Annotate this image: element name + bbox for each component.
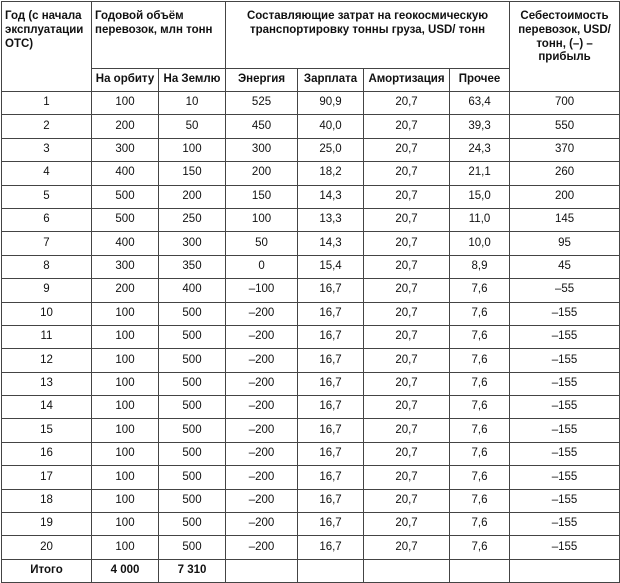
salary-cell: 16,7 [298, 513, 364, 536]
other-cell: 7,6 [450, 513, 510, 536]
year-cell: 11 [2, 325, 92, 348]
to-earth-cell: 500 [159, 466, 226, 489]
table-row [2, 372, 620, 395]
to-orbit-cell: 300 [92, 255, 159, 278]
table-body [2, 92, 620, 560]
to-earth-cell: 500 [159, 536, 226, 559]
cost-cell: –155 [510, 396, 620, 419]
cost-cell: –155 [510, 489, 620, 512]
salary-cell: 14,3 [298, 185, 364, 208]
year-cell: 8 [2, 255, 92, 278]
year-cell: 20 [2, 536, 92, 559]
to-earth-cell: 300 [159, 232, 226, 255]
cost-cell: –155 [510, 442, 620, 465]
year-cell: 17 [2, 466, 92, 489]
year-cell: 9 [2, 279, 92, 302]
amortization-cell: 20,7 [364, 489, 450, 512]
table-row [2, 325, 620, 348]
to-earth-cell: 500 [159, 349, 226, 372]
amortization-cell: 20,7 [364, 325, 450, 348]
to-orbit-cell: 100 [92, 536, 159, 559]
year-cell: 19 [2, 513, 92, 536]
total-to-orbit: 4 000 [92, 559, 159, 582]
cost-cell: –155 [510, 372, 620, 395]
table-row [2, 513, 620, 536]
other-cell: 10,0 [450, 232, 510, 255]
to-orbit-cell: 100 [92, 92, 159, 115]
other-cell: 7,6 [450, 372, 510, 395]
other-header: Прочее [450, 69, 510, 92]
to-orbit-header: На орбиту [92, 69, 159, 92]
table-row [2, 419, 620, 442]
total-to-earth: 7 310 [159, 559, 226, 582]
table-row [2, 442, 620, 465]
energy-cell: –200 [226, 419, 298, 442]
other-cell: 7,6 [450, 279, 510, 302]
energy-cell: –200 [226, 513, 298, 536]
to-orbit-cell: 100 [92, 302, 159, 325]
energy-cell: 450 [226, 115, 298, 138]
other-cell: 63,4 [450, 92, 510, 115]
total-row [2, 559, 620, 582]
energy-cell: –200 [226, 466, 298, 489]
to-orbit-cell: 500 [92, 185, 159, 208]
other-cell: 7,6 [450, 442, 510, 465]
energy-cell: –200 [226, 442, 298, 465]
table-row [2, 162, 620, 185]
salary-cell: 16,7 [298, 442, 364, 465]
other-cell: 7,6 [450, 489, 510, 512]
to-orbit-cell: 100 [92, 442, 159, 465]
other-cell: 15,0 [450, 185, 510, 208]
year-cell: 1 [2, 92, 92, 115]
to-orbit-cell: 100 [92, 419, 159, 442]
year-cell: 15 [2, 419, 92, 442]
amortization-cell: 20,7 [364, 138, 450, 161]
year-cell: 5 [2, 185, 92, 208]
salary-cell: 16,7 [298, 419, 364, 442]
table-row [2, 466, 620, 489]
to-earth-cell: 500 [159, 513, 226, 536]
salary-header: Зарплата [298, 69, 364, 92]
to-earth-cell: 250 [159, 208, 226, 231]
year-header: Год (с начала эксплуатации ОТС) [2, 2, 92, 92]
year-cell: 6 [2, 208, 92, 231]
cost-cell: 700 [510, 92, 620, 115]
salary-cell: 18,2 [298, 162, 364, 185]
total-empty-cell [450, 559, 510, 582]
to-orbit-cell: 200 [92, 279, 159, 302]
to-orbit-cell: 300 [92, 138, 159, 161]
to-earth-cell: 10 [159, 92, 226, 115]
cost-cell: 95 [510, 232, 620, 255]
to-earth-cell: 500 [159, 419, 226, 442]
to-orbit-cell: 100 [92, 349, 159, 372]
energy-cell: –200 [226, 536, 298, 559]
amortization-header: Амортизация [364, 69, 450, 92]
other-cell: 24,3 [450, 138, 510, 161]
other-cell: 21,1 [450, 162, 510, 185]
amortization-cell: 20,7 [364, 185, 450, 208]
cost-cell: 260 [510, 162, 620, 185]
table-row [2, 349, 620, 372]
amortization-cell: 20,7 [364, 419, 450, 442]
year-cell: 14 [2, 396, 92, 419]
total-empty-cell [364, 559, 450, 582]
energy-cell: 150 [226, 185, 298, 208]
salary-cell: 15,4 [298, 255, 364, 278]
to-earth-cell: 400 [159, 279, 226, 302]
salary-cell: 40,0 [298, 115, 364, 138]
table-row [2, 396, 620, 419]
salary-cell: 16,7 [298, 372, 364, 395]
amortization-cell: 20,7 [364, 302, 450, 325]
to-earth-cell: 500 [159, 396, 226, 419]
table-row [2, 489, 620, 512]
amortization-cell: 20,7 [364, 255, 450, 278]
to-orbit-cell: 400 [92, 232, 159, 255]
cost-cell: 370 [510, 138, 620, 161]
other-cell: 11,0 [450, 208, 510, 231]
amortization-cell: 20,7 [364, 115, 450, 138]
energy-cell: –100 [226, 279, 298, 302]
amortization-cell: 20,7 [364, 162, 450, 185]
to-earth-cell: 100 [159, 138, 226, 161]
energy-cell: 100 [226, 208, 298, 231]
energy-cell: –200 [226, 349, 298, 372]
energy-cell: 0 [226, 255, 298, 278]
table-row [2, 302, 620, 325]
cost-cell: 45 [510, 255, 620, 278]
salary-cell: 16,7 [298, 325, 364, 348]
year-cell: 16 [2, 442, 92, 465]
year-cell: 7 [2, 232, 92, 255]
energy-cell: –200 [226, 302, 298, 325]
amortization-cell: 20,7 [364, 513, 450, 536]
total-label: Итого [2, 559, 92, 582]
to-orbit-cell: 100 [92, 396, 159, 419]
energy-cell: 50 [226, 232, 298, 255]
cost-header: Себестоимость перевозок, USD/тонн, (–) – прибыль [510, 2, 620, 92]
other-cell: 7,6 [450, 325, 510, 348]
to-earth-cell: 50 [159, 115, 226, 138]
amortization-cell: 20,7 [364, 349, 450, 372]
amortization-cell: 20,7 [364, 536, 450, 559]
to-orbit-cell: 100 [92, 489, 159, 512]
other-cell: 7,6 [450, 349, 510, 372]
cost-cell: –55 [510, 279, 620, 302]
energy-cell: 525 [226, 92, 298, 115]
cost-components-header: Составляющие затрат на геокосмическую транспортировку тонны груза, USD/ тонн [226, 2, 510, 69]
salary-cell: 16,7 [298, 279, 364, 302]
salary-cell: 16,7 [298, 349, 364, 372]
energy-cell: –200 [226, 372, 298, 395]
table-row [2, 536, 620, 559]
amortization-cell: 20,7 [364, 442, 450, 465]
amortization-cell: 20,7 [364, 279, 450, 302]
to-orbit-cell: 100 [92, 372, 159, 395]
salary-cell: 16,7 [298, 466, 364, 489]
cost-cell: 200 [510, 185, 620, 208]
salary-cell: 13,3 [298, 208, 364, 231]
table-row [2, 115, 620, 138]
other-cell: 7,6 [450, 536, 510, 559]
to-earth-cell: 200 [159, 185, 226, 208]
amortization-cell: 20,7 [364, 372, 450, 395]
other-cell: 7,6 [450, 419, 510, 442]
to-orbit-cell: 100 [92, 466, 159, 489]
to-earth-cell: 500 [159, 489, 226, 512]
to-earth-header: На Землю [159, 69, 226, 92]
to-orbit-cell: 500 [92, 208, 159, 231]
to-earth-cell: 500 [159, 325, 226, 348]
salary-cell: 25,0 [298, 138, 364, 161]
other-cell: 39,3 [450, 115, 510, 138]
table-row [2, 92, 620, 115]
to-earth-cell: 500 [159, 372, 226, 395]
total-empty-cell [298, 559, 364, 582]
table-row [2, 232, 620, 255]
cost-cell: –155 [510, 536, 620, 559]
to-orbit-cell: 400 [92, 162, 159, 185]
to-orbit-cell: 200 [92, 115, 159, 138]
amortization-cell: 20,7 [364, 396, 450, 419]
amortization-cell: 20,7 [364, 466, 450, 489]
energy-cell: 300 [226, 138, 298, 161]
to-earth-cell: 350 [159, 255, 226, 278]
other-cell: 8,9 [450, 255, 510, 278]
cost-cell: 145 [510, 208, 620, 231]
cost-cell: –155 [510, 302, 620, 325]
energy-cell: –200 [226, 489, 298, 512]
to-earth-cell: 150 [159, 162, 226, 185]
other-cell: 7,6 [450, 302, 510, 325]
energy-header: Энергия [226, 69, 298, 92]
table-row [2, 138, 620, 161]
year-cell: 12 [2, 349, 92, 372]
salary-cell: 16,7 [298, 489, 364, 512]
salary-cell: 90,9 [298, 92, 364, 115]
cost-cell: –155 [510, 419, 620, 442]
year-cell: 13 [2, 372, 92, 395]
other-cell: 7,6 [450, 466, 510, 489]
salary-cell: 16,7 [298, 302, 364, 325]
table-row [2, 185, 620, 208]
salary-cell: 16,7 [298, 396, 364, 419]
amortization-cell: 20,7 [364, 232, 450, 255]
volume-header: Годовой объём перевозок, млн тонн [92, 2, 226, 69]
cost-cell: –155 [510, 466, 620, 489]
year-cell: 10 [2, 302, 92, 325]
total-empty-cell [510, 559, 620, 582]
salary-cell: 14,3 [298, 232, 364, 255]
amortization-cell: 20,7 [364, 92, 450, 115]
total-empty-cell [226, 559, 298, 582]
salary-cell: 16,7 [298, 536, 364, 559]
cost-table [1, 1, 620, 583]
amortization-cell: 20,7 [364, 208, 450, 231]
energy-cell: 200 [226, 162, 298, 185]
to-orbit-cell: 100 [92, 513, 159, 536]
year-cell: 4 [2, 162, 92, 185]
energy-cell: –200 [226, 325, 298, 348]
to-earth-cell: 500 [159, 302, 226, 325]
table-row [2, 279, 620, 302]
to-orbit-cell: 100 [92, 325, 159, 348]
to-earth-cell: 500 [159, 442, 226, 465]
table-row [2, 255, 620, 278]
cost-cell: –155 [510, 349, 620, 372]
cost-cell: –155 [510, 325, 620, 348]
energy-cell: –200 [226, 396, 298, 419]
cost-cell: –155 [510, 513, 620, 536]
table-row [2, 208, 620, 231]
other-cell: 7,6 [450, 396, 510, 419]
year-cell: 2 [2, 115, 92, 138]
year-cell: 18 [2, 489, 92, 512]
cost-cell: 550 [510, 115, 620, 138]
year-cell: 3 [2, 138, 92, 161]
